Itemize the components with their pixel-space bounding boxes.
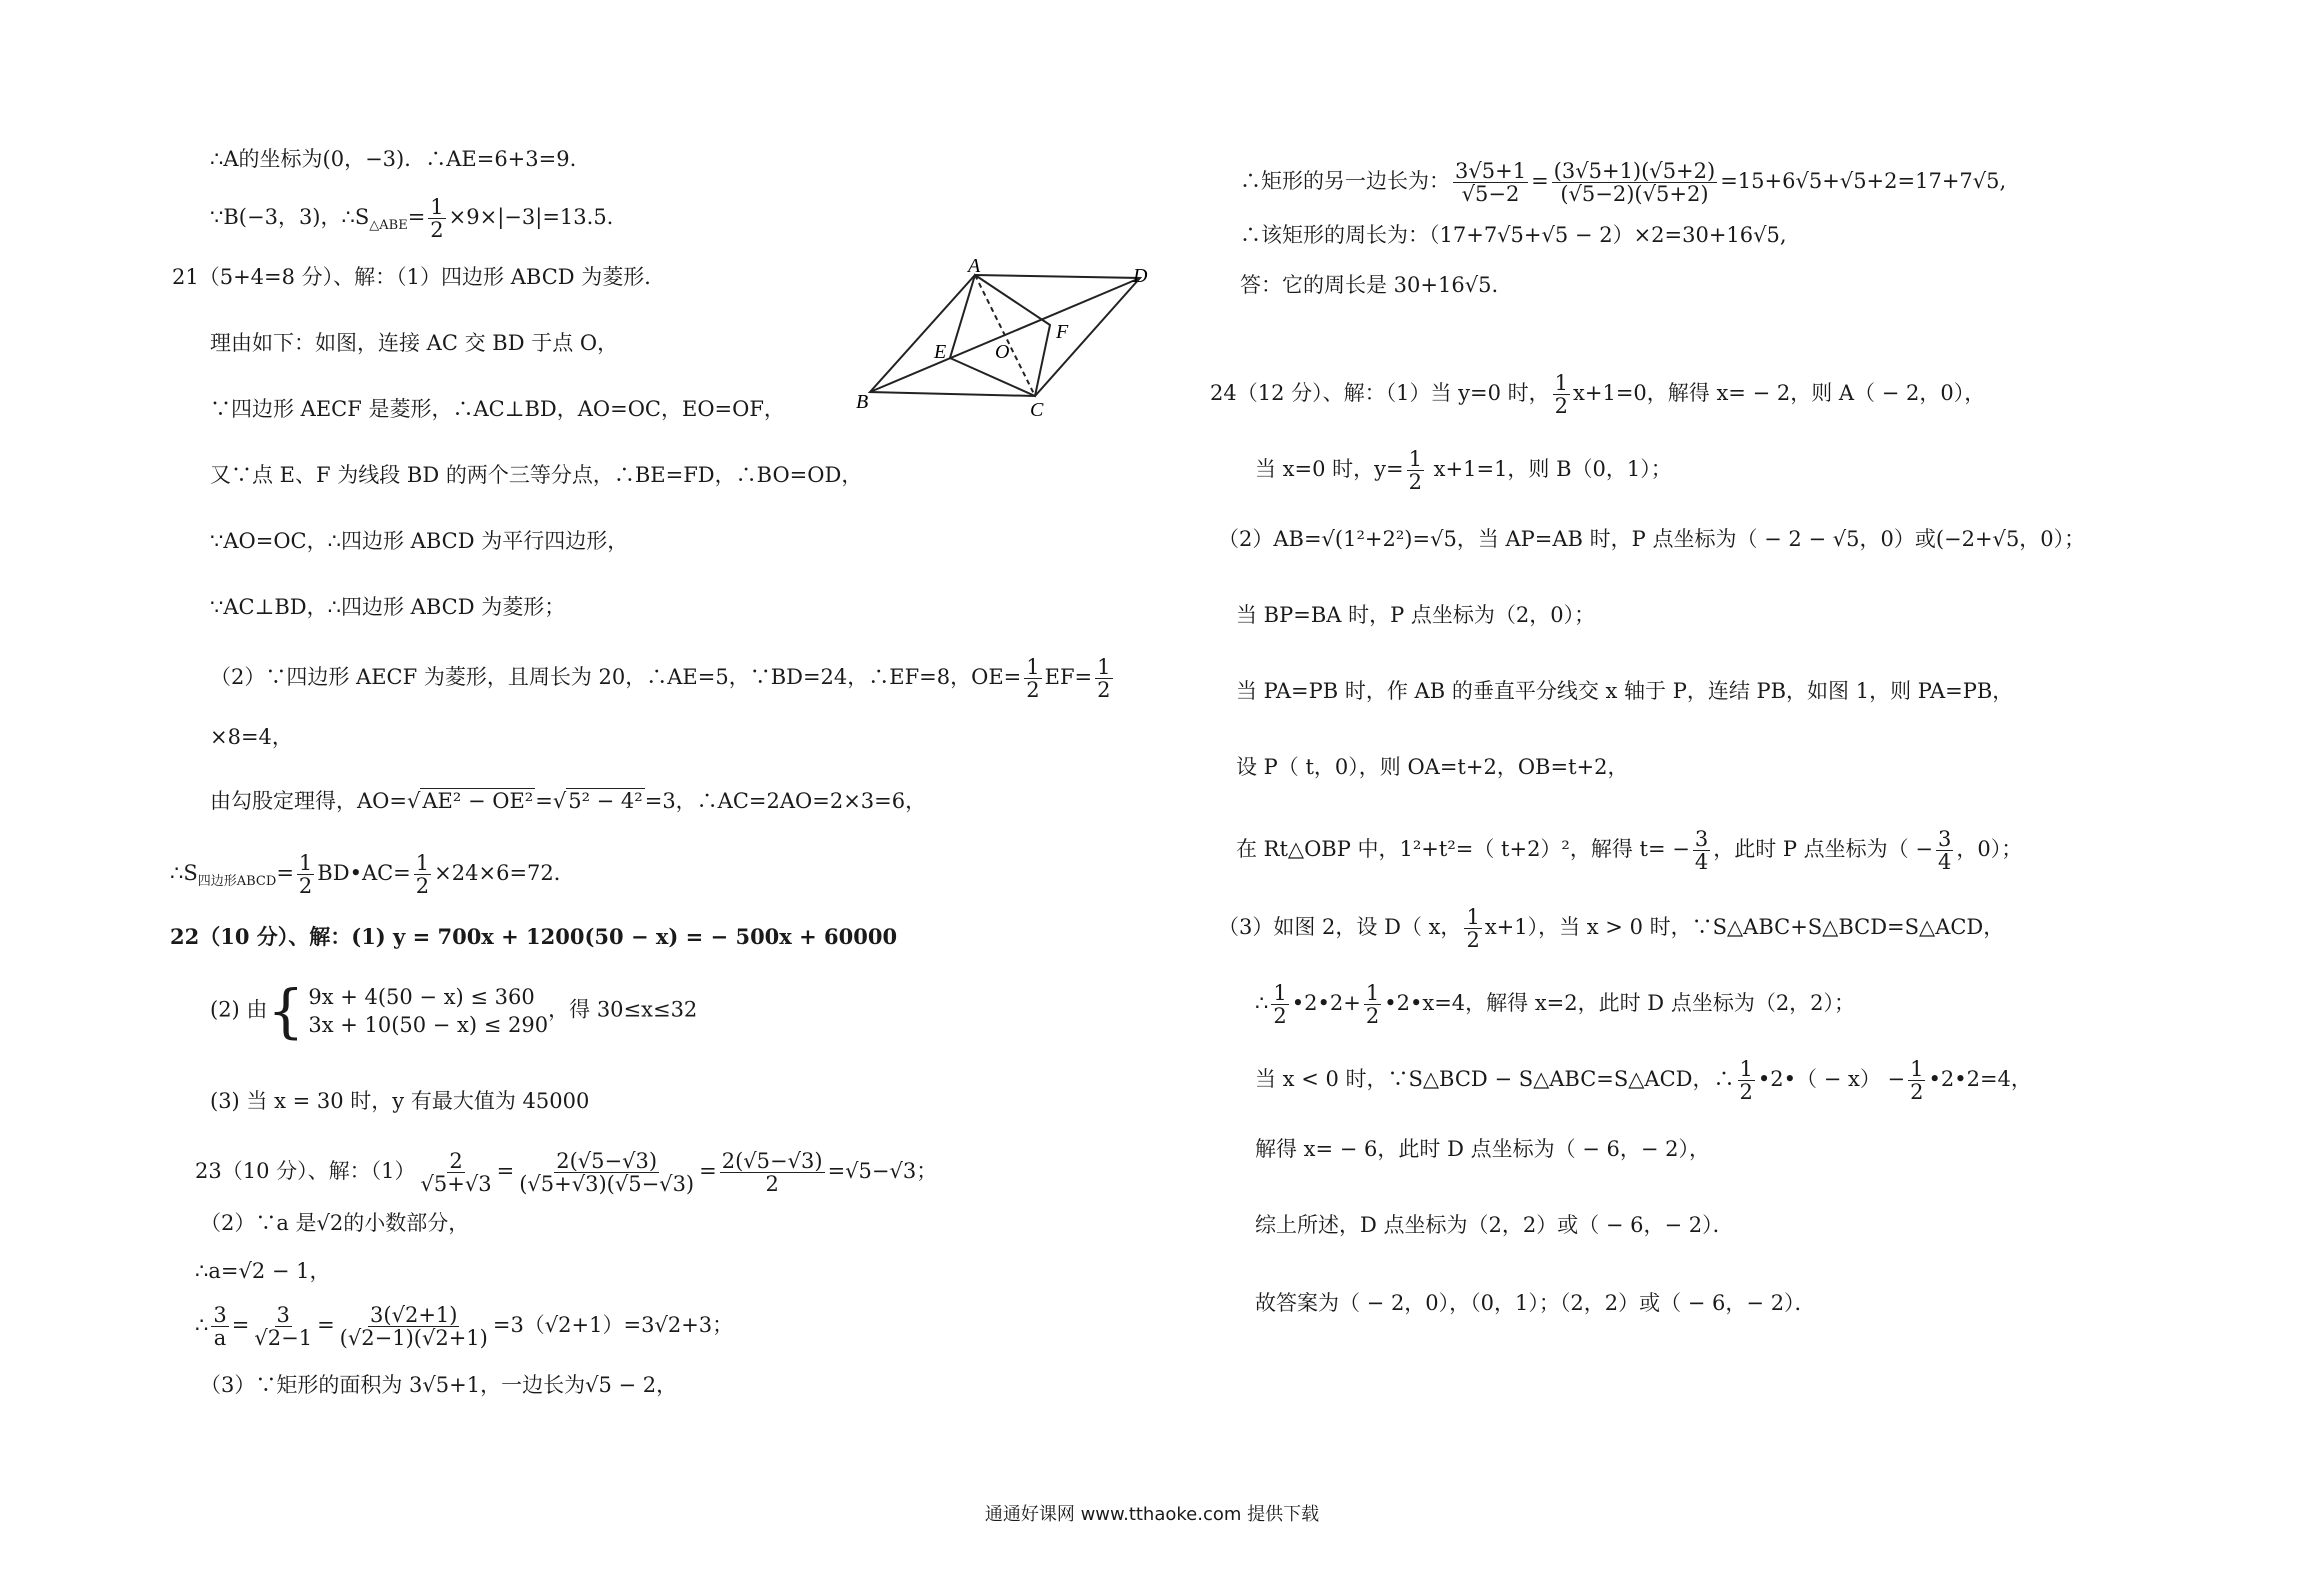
q21-heading: 21（5+4=8 分）、解：（1）四边形 ABCD 为菱形． — [172, 265, 666, 289]
footer-source: 通通好课网 www.tthaoke.com 提供下载 — [984, 1504, 1320, 1525]
rect-other-side: ∴矩形的另一边长为： $\frac{3√5+1}{√5-2}$ = $\frac{(3√5+1)(√5+2)}{(√5-2)(√5+2)}$ =15+6√5+√5+2=17+7√5, — [1240, 159, 2007, 206]
q23-line: ∴a=√2 − 1， — [195, 1259, 331, 1283]
q21-line: ∵AC⊥BD，∴四边形 ABCD 为菱形； — [210, 595, 566, 619]
q21-line: ∵AO=OC，∴四边形 ABCD 为平行四边形， — [210, 529, 629, 553]
label-c: C — [1030, 399, 1044, 418]
q24-line: 解得 x= − 6，此时 D 点坐标为（ − 6，− 2）， — [1255, 1137, 1711, 1161]
line-a-coordinate: ∴A的坐标为(0，−3)．∴AE=6+3=9. — [210, 147, 577, 171]
q24-line: 设 P（ t，0），则 OA=t+2，OB=t+2， — [1236, 755, 1629, 779]
line-area-abe: ∵B(−3，3)，$\therefore S_{\triangle ABE}=$ $\frac{1}{2}$ ×9×|−3|=13.5. — [210, 195, 614, 242]
rect-answer: 答：它的周长是 30+16√5. — [1240, 273, 1499, 297]
q24-part2: （2）AB=√(1²+2²)=√5，当 AP=AB 时，P 点坐标为（ − 2 − √5，0）或(−2+√5，0）； — [1218, 527, 2086, 551]
rect-perimeter: ∴该矩形的周长为：（17+7√5+√5 − 2）×2=30+16√5, — [1240, 223, 1787, 247]
label-f: F — [1056, 321, 1069, 343]
q24-heading: 24（12 分）、解：（1）当 y=0 时， $\frac{1}{2}$ x+1=0，解得 x= − 2，则 A（ − 2，0）， — [1210, 371, 1986, 418]
q21-part2-cont: ×8=4， — [210, 725, 293, 749]
q22-part3: (3) 当 x = 30 时，y 有最大值为 45000 — [210, 1089, 590, 1113]
q21-line: 又∵点 E、F 为线段 BD 的两个三等分点，∴BE=FD，∴BO=OD， — [210, 463, 863, 487]
q21-pythagoras: 由勾股定理得，AO=√AE² − OE²=√5² − 4²=3，∴AC=2AO=2×3=6， — [210, 789, 927, 813]
q23-part1: 23（10 分）、解：（1） $\frac{2}{√5+√3}$ = $\frac{2(√5-√3)}{(√5+√3)(√5-√3)}$ = $\frac{2(√5-√3)}{2}$ =√5−√3； — [195, 1149, 938, 1196]
label-a: A — [968, 258, 981, 277]
q24-line: 综上所述，D 点坐标为（2，2）或（ − 6，− 2）． — [1255, 1213, 1734, 1237]
label-o: O — [995, 341, 1010, 363]
q23-line: （2）∵a 是√2的小数部分， — [200, 1211, 470, 1235]
q24-answer: 故答案为（ − 2，0），（0，1）；（2，2）或（ − 6，− 2）． — [1255, 1291, 1816, 1315]
q24-line: 当 x < 0 时，∵S△BCD − S△ABC=S△ACD，∴ $\frac{1}{2}$ •2•（ − x） − $\frac{1}{2}$ •2•2=4， — [1255, 1057, 2032, 1104]
q24-line: 当 x=0 时，y= $\frac{1}{2}$ x+1=1，则 B（0，1）； — [1255, 447, 1672, 494]
q24-line: 在 Rt△OBP 中，1²+t²=（ t+2）²，解得 t= − $\frac{3}{4}$ ，此时 P 点坐标为（ − $\frac{3}{4}$ ，0）； — [1236, 827, 2023, 874]
label-e: E — [934, 341, 947, 363]
q23-line: ∴ $\frac{3}{a}$ = $\frac{3}{√2-1}$ = $\frac{3(√2+1)}{(√2-1)(√2+1)}$ =3（√2+1）=3√2+3； — [195, 1303, 734, 1350]
q22-heading: 22（10 分）、解：(1) y = 700x + 1200(50 − x) = − 500x + 60000 — [170, 924, 898, 949]
q24-line: 当 PA=PB 时，作 AB 的垂直平分线交 x 轴于 P，连结 PB，如图 1，则 PA=PB， — [1236, 679, 2014, 703]
q23-line: （3）∵矩形的面积为 3√5+1，一边长为√5 − 2， — [200, 1373, 678, 1397]
q21-area: $\therefore S_{四边形ABCD}=$ $\frac{1}{2}$ BD•AC= $\frac{1}{2}$ ×24×6=72． — [170, 851, 575, 898]
q24-line: 当 BP=BA 时，P 点坐标为（2，0）； — [1236, 603, 1596, 627]
label-b: B — [856, 391, 869, 413]
rhombus-aecf — [950, 275, 1050, 396]
q21-line: ∵四边形 AECF 是菱形，∴AC⊥BD，AO=OC，EO=OF， — [210, 397, 785, 421]
label-d: D — [1133, 265, 1148, 287]
rhombus-diagram — [850, 258, 1160, 418]
q21-line: 理由如下：如图，连接 AC 交 BD 于点 O， — [210, 331, 619, 355]
q22-part2: (2) 由{ 9x + 4(50 − x) ≤ 360 3x + 10(50 − x) ≤ 290 ，得 30≤x≤32 — [210, 977, 698, 1045]
q24-part3: （3）如图 2，设 D（ x， $\frac{1}{2}$ x+1），当 x > 0 时，∵S△ABC+S△BCD=S△ACD， — [1218, 905, 2005, 952]
q24-line: ∴ $\frac{1}{2}$ •2•2+ $\frac{1}{2}$ •2•x=4，解得 x=2，此时 D 点坐标为（2，2）； — [1255, 981, 1856, 1028]
q21-part2: （2）∵四边形 AECF 为菱形，且周长为 20，∴AE=5，∵BD=24，∴EF=8，OE= $\frac{1}{2}$ EF= $\frac{1}{2}$ — [210, 655, 1111, 702]
diagonal-ac — [975, 275, 1035, 396]
